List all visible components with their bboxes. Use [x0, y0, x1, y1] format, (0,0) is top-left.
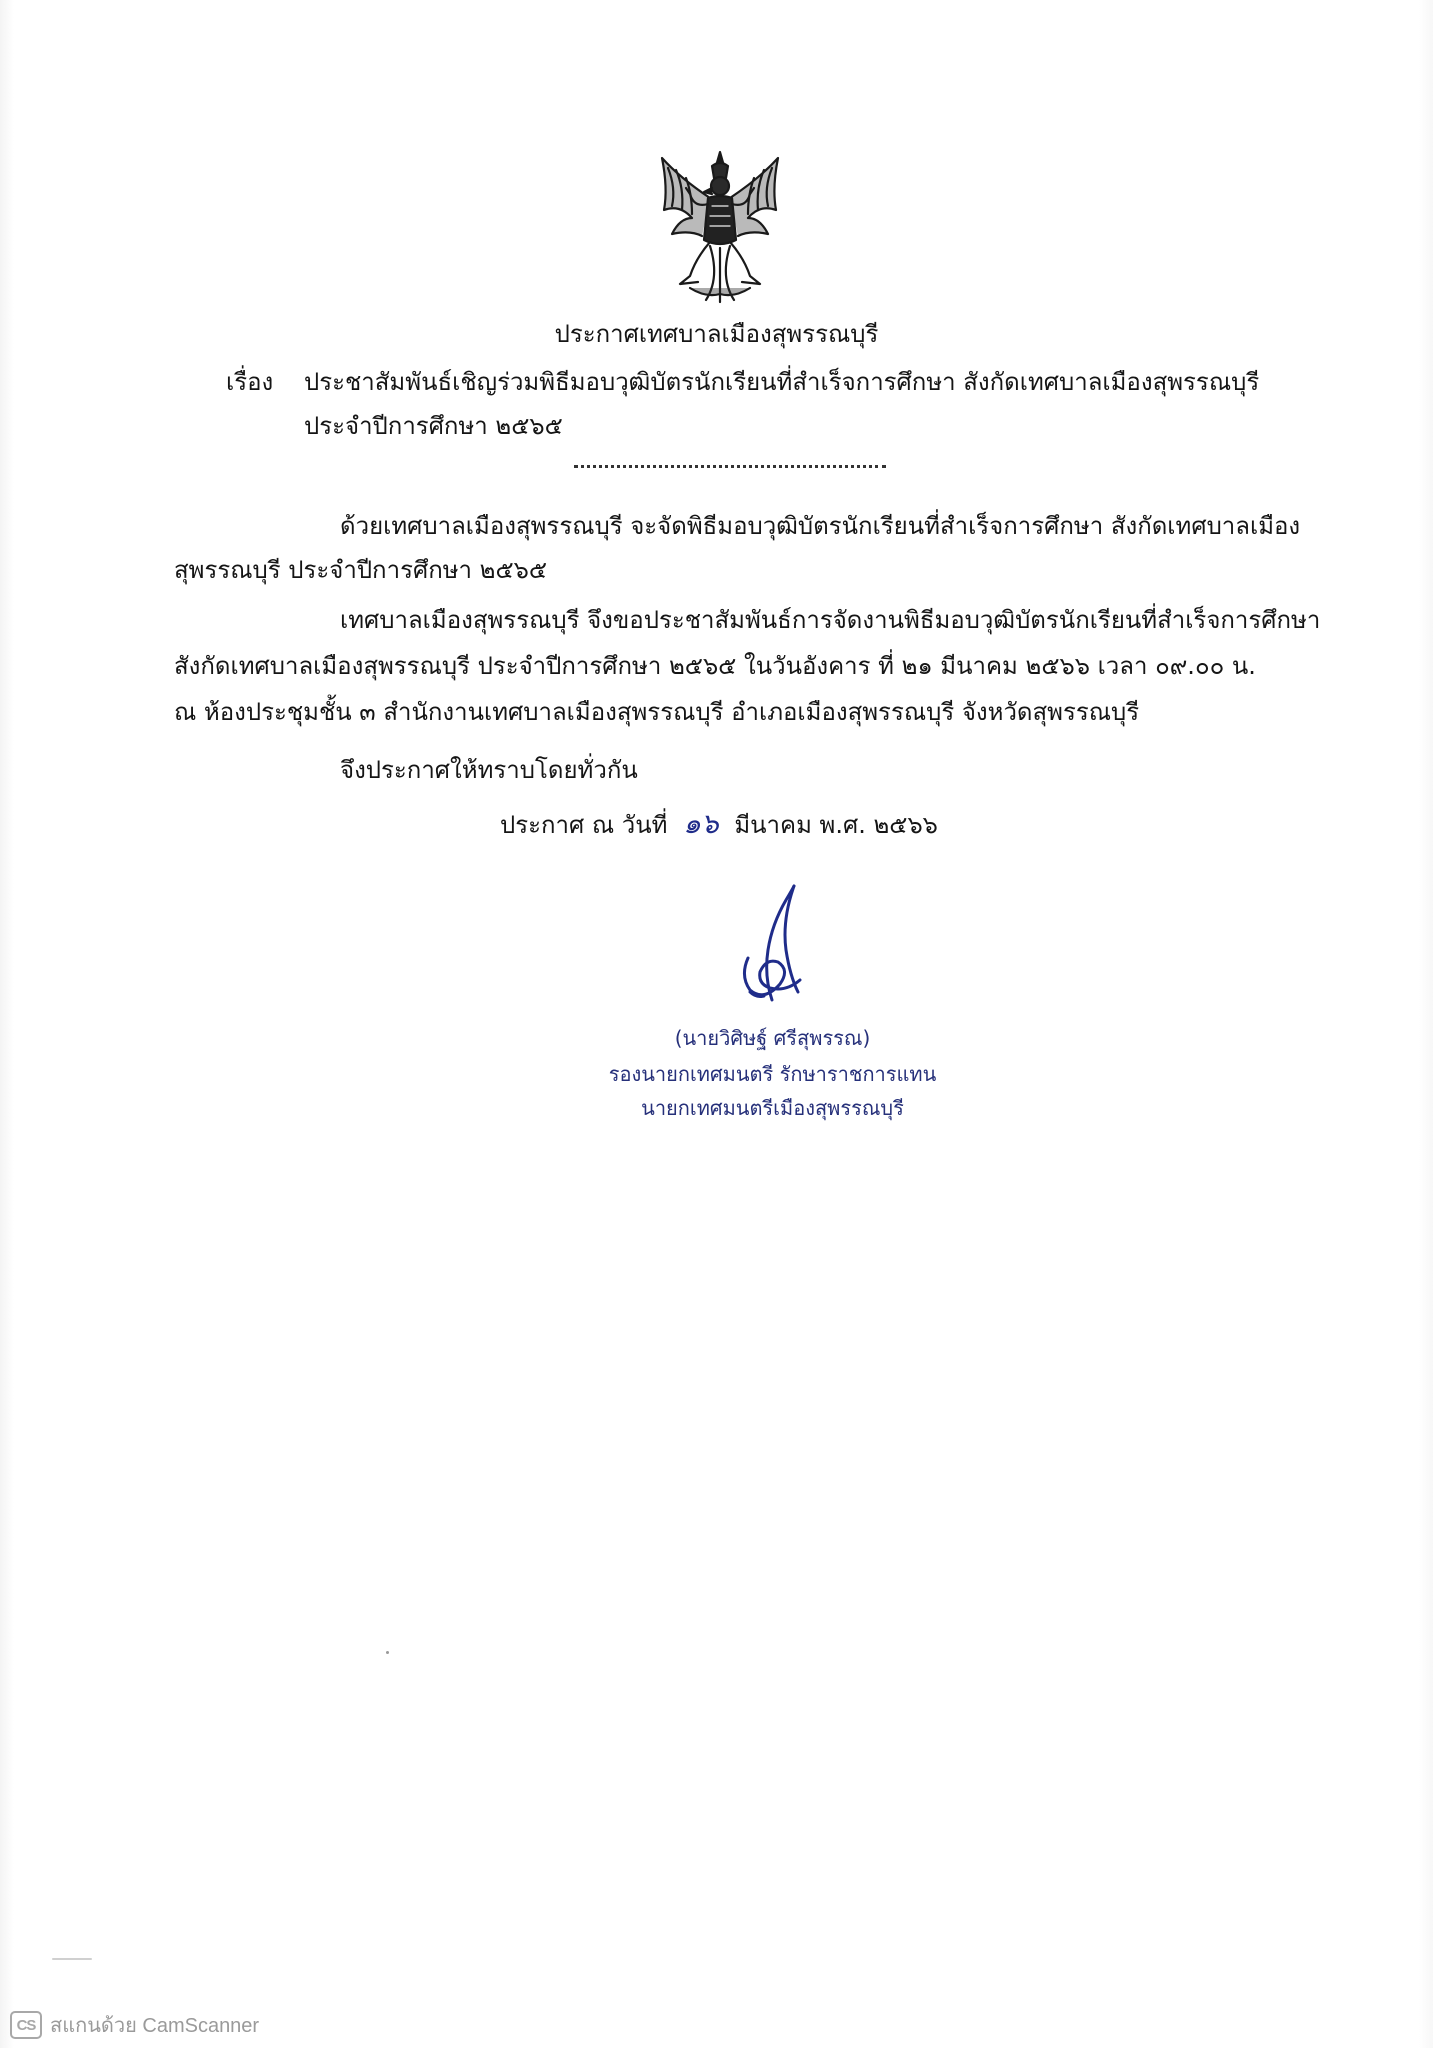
paragraph-1-line-1: ด้วยเทศบาลเมืองสุพรรณบุรี จะจัดพิธีมอบวุฒิบัตรนักเรียนที่สำเร็จการศึกษา สังกัดเทศบาลเมือง [340, 512, 1301, 540]
handwritten-day: ๑๖ [683, 807, 719, 840]
date-suffix: มีนาคม พ.ศ. ๒๕๖๖ [734, 811, 938, 839]
document-heading: ประกาศเทศบาลเมืองสุพรรณบุรี [554, 320, 879, 348]
camscanner-text: สแกนด้วย CamScanner [50, 2015, 260, 2037]
camscanner-watermark [10, 2010, 259, 2040]
paragraph-1-line-2: สุพรรณบุรี ประจำปีการศึกษา ๒๕๖๕ [174, 556, 548, 584]
paragraph-3: จึงประกาศให้ทราบโดยทั่วกัน [340, 756, 638, 784]
handwritten-signature-icon [720, 880, 820, 1010]
scan-speck [386, 1651, 389, 1654]
signatory-name: (นายวิศิษฐ์ ศรีสุพรรณ) [674, 1026, 871, 1050]
signatory-title-1: รองนายกเทศมนตรี รักษาราชการแทน [608, 1062, 937, 1086]
garuda-emblem-icon [650, 148, 790, 308]
subject-line-2: ประจำปีการศึกษา ๒๕๖๕ [304, 412, 563, 440]
paragraph-2-line-2: สังกัดเทศบาลเมืองสุพรรณบุรี ประจำปีการศึกษา ๒๕๖๕ ในวันอังคาร ที่ ๒๑ มีนาคม ๒๕๖๖ เวลา ๐๙.๐๐ น. [174, 652, 1256, 680]
paragraph-2-line-3: ณ ห้องประชุมชั้น ๓ สำนักงานเทศบาลเมืองสุพรรณบุรี อำเภอเมืองสุพรรณบุรี จังหวัดสุพรรณบุรี [174, 698, 1140, 726]
paragraph-2-line-1: เทศบาลเมืองสุพรรณบุรี จึงขอประชาสัมพันธ์การจัดงานพิธีมอบวุฒิบัตรนักเรียนที่สำเร็จการศึกษา [340, 606, 1321, 634]
subject-label: เรื่อง [226, 368, 274, 396]
date-prefix: ประกาศ ณ วันที่ [500, 811, 668, 839]
signatory-title-2: นายกเทศมนตรีเมืองสุพรรณบุรี [641, 1096, 904, 1120]
scan-speck [52, 1958, 92, 1960]
subject-line-1: ประชาสัมพันธ์เชิญร่วมพิธีมอบวุฒิบัตรนักเรียนที่สำเร็จการศึกษา สังกัดเทศบาลเมืองสุพรรณบุรี [304, 368, 1260, 396]
announcement-date [500, 808, 938, 841]
camscanner-logo-icon: CS [10, 2011, 42, 2039]
dotted-divider [574, 465, 886, 468]
